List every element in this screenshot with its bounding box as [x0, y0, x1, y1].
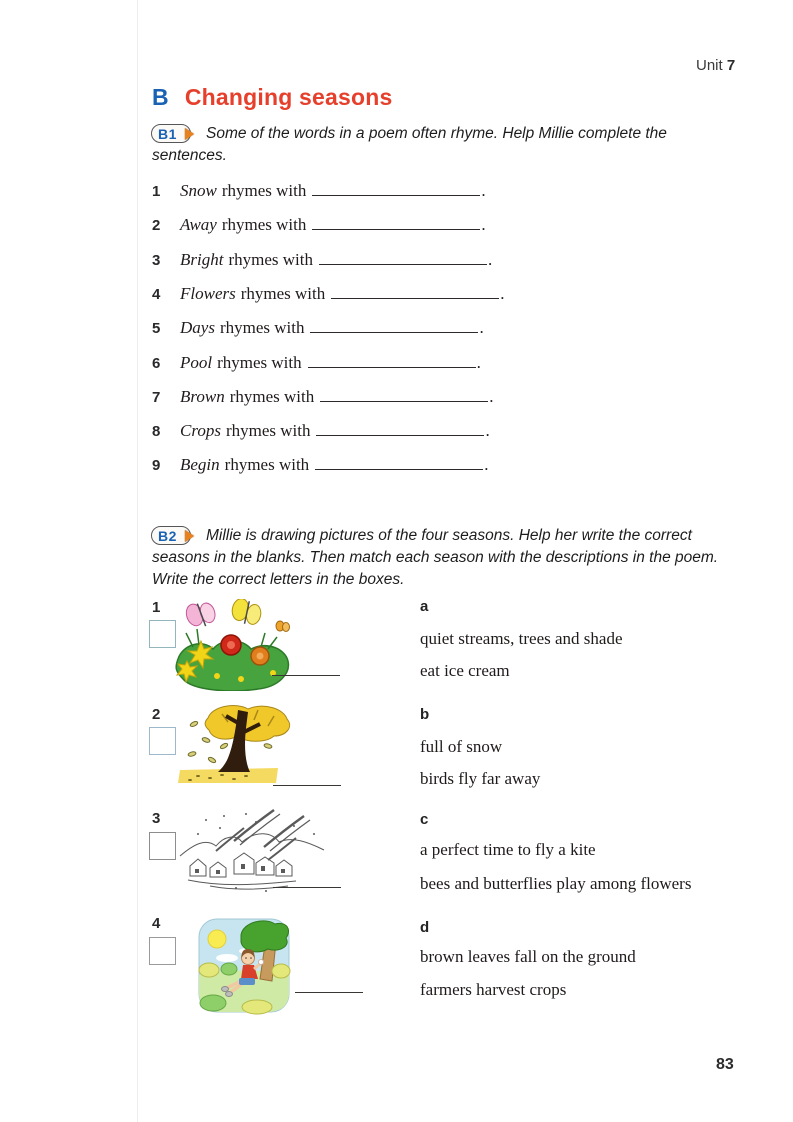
- section-title: Changing seasons: [184, 84, 393, 110]
- exercise-b1-badge-label: B1: [158, 125, 177, 142]
- period: .: [479, 318, 484, 337]
- description-b-line1: full of snow: [420, 737, 503, 756]
- rhyme-word: Brown: [180, 387, 225, 406]
- rhyme-row-5: [152, 318, 484, 338]
- rhyme-word: Days: [180, 318, 215, 337]
- rhyme-blank-1[interactable]: [312, 182, 480, 196]
- page-number: 83: [716, 1056, 734, 1073]
- period: .: [489, 387, 494, 406]
- rhyme-label: rhymes with: [221, 181, 307, 200]
- period: .: [476, 353, 481, 372]
- rhyme-label: rhymes with: [217, 353, 302, 372]
- b1-instruction-line1: Some of the words in a poem often rhyme. Help Millie complete the: [206, 125, 667, 142]
- section-heading: [152, 84, 393, 111]
- description-c-line1: a perfect time to fly a kite: [420, 840, 596, 859]
- play-arrow-icon: [185, 128, 194, 140]
- item-number: 4: [152, 286, 161, 303]
- season-number-3: 3: [152, 810, 161, 827]
- yellow-butterfly: [230, 599, 263, 627]
- period: .: [485, 421, 490, 440]
- rhyme-blank-7[interactable]: [320, 388, 488, 402]
- spring-flowers-illustration: [173, 599, 295, 691]
- exercise-b2-badge-label: B2: [158, 527, 177, 544]
- period: .: [500, 284, 505, 303]
- rhyme-blank-8[interactable]: [316, 422, 484, 436]
- rhyme-label: rhymes with: [219, 318, 305, 337]
- small-butterfly: [276, 621, 290, 632]
- unit-header: [696, 57, 735, 74]
- description-letter-a: a: [420, 598, 429, 615]
- description-letter-d: d: [420, 919, 430, 936]
- rhyme-row-3: [152, 250, 492, 270]
- rhyme-blank-4[interactable]: [331, 285, 499, 299]
- description-a-line1: quiet streams, trees and shade: [420, 629, 623, 648]
- answer-box-2[interactable]: [149, 727, 176, 755]
- season-name-blank-2[interactable]: [273, 784, 341, 786]
- rhyme-label: rhymes with: [228, 250, 313, 269]
- description-letter-b: b: [420, 706, 430, 723]
- period: .: [487, 250, 493, 269]
- rhyme-blank-5[interactable]: [310, 319, 478, 333]
- rhyme-label: rhymes with: [225, 421, 311, 440]
- rhyme-row-7: [152, 387, 494, 407]
- season-name-blank-4[interactable]: [295, 991, 363, 993]
- description-letter-c: c: [420, 811, 429, 828]
- item-number: 5: [152, 320, 161, 337]
- rhyme-row-6: [152, 353, 481, 373]
- rhyme-word: Snow: [180, 181, 217, 200]
- summer-boy-under-tree-illustration: [197, 917, 291, 1015]
- period: .: [481, 215, 486, 234]
- rhyme-word: Crops: [180, 421, 221, 440]
- season-number-1: 1: [152, 599, 161, 616]
- rhyme-row-8: [152, 421, 490, 441]
- item-number: 3: [152, 252, 161, 269]
- pink-butterfly: [184, 599, 218, 631]
- season-name-blank-3[interactable]: [273, 886, 341, 888]
- rhyme-row-4: [152, 284, 505, 304]
- rhyme-blank-6[interactable]: [308, 354, 476, 368]
- b2-instruction-line2: seasons in the blanks. Then match each season with the descriptions in the poem.: [152, 549, 719, 566]
- rhyme-word: Begin: [180, 455, 220, 474]
- autumn-tree-illustration: [178, 702, 298, 785]
- rhyme-blank-3[interactable]: [319, 251, 487, 265]
- item-number: 2: [152, 217, 161, 234]
- answer-box-3[interactable]: [149, 832, 176, 860]
- unit-number: 7: [726, 57, 736, 74]
- description-d-line2: farmers harvest crops: [420, 980, 567, 999]
- rhyme-row-9: [152, 455, 488, 475]
- period: .: [481, 181, 486, 200]
- rhyme-word: Away: [180, 215, 217, 234]
- b2-instruction-line1: Millie is drawing pictures of the four seasons. Help her write the correct: [206, 527, 692, 544]
- season-number-2: 2: [152, 706, 161, 723]
- item-number: 1: [152, 183, 161, 200]
- season-name-blank-1[interactable]: [272, 674, 340, 676]
- rhyme-row-2: [152, 215, 486, 235]
- section-letter: B: [152, 84, 169, 110]
- rhyme-label: rhymes with: [240, 284, 326, 303]
- item-number: 9: [152, 457, 161, 474]
- rhyme-word: Bright: [180, 250, 224, 269]
- rhyme-label: rhymes with: [229, 387, 315, 406]
- item-number: 7: [152, 389, 161, 406]
- unit-label: Unit: [696, 57, 723, 74]
- description-b-line2: birds fly far away: [420, 769, 541, 788]
- page-edge-line: [137, 0, 138, 1122]
- rhyme-row-1: [152, 181, 486, 201]
- rhyme-word: Flowers: [180, 284, 236, 303]
- b2-instruction-line3: Write the correct letters in the boxes.: [152, 571, 405, 588]
- description-d-line1: brown leaves fall on the ground: [420, 947, 636, 966]
- description-a-line2: eat ice cream: [420, 661, 510, 680]
- answer-box-4[interactable]: [149, 937, 176, 965]
- winter-village-sketch-illustration: [176, 808, 331, 895]
- rhyme-label: rhymes with: [224, 455, 310, 474]
- play-arrow-icon: [185, 530, 194, 542]
- b1-instruction-line2: sentences.: [152, 147, 227, 164]
- item-number: 8: [152, 423, 161, 440]
- rhyme-label: rhymes with: [221, 215, 307, 234]
- answer-box-1[interactable]: [149, 620, 176, 648]
- rhyme-word: Pool: [180, 353, 213, 372]
- exercise-b1-badge: [151, 124, 191, 143]
- rhyme-blank-2[interactable]: [312, 216, 480, 230]
- item-number: 6: [152, 355, 161, 372]
- description-c-line2: bees and butterflies play among flowers: [420, 874, 692, 893]
- period: .: [484, 455, 489, 474]
- exercise-b2-badge: [151, 526, 191, 545]
- rhyme-blank-9[interactable]: [315, 456, 483, 470]
- season-number-4: 4: [152, 915, 161, 932]
